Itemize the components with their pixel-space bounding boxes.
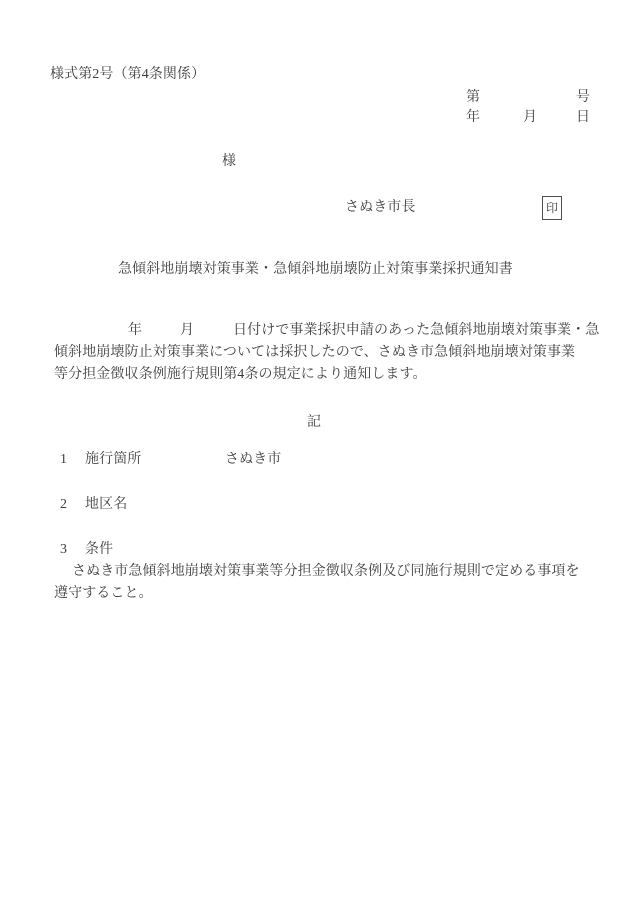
body-month-label: 月 [180,323,195,338]
item-value: さぬき市 [225,452,282,467]
date-day-label: 日 [576,110,591,125]
body-line1: 日付けで事業採択申請のあった急傾斜地崩壊対策事業・急 [233,323,600,338]
doc-number-prefix: 第 [466,90,481,105]
body-line3: 等分担金徴収条例施行規則第4条の規定により通知します。 [54,367,427,382]
condition-note-line2: 遵守すること。 [54,586,153,601]
seal-label: 印 [545,201,558,215]
item-number: 3 [60,542,68,557]
body-line2: 傾斜地崩壊防止対策事業については採択したので、さぬき市急傾斜地崩壊対策事業 [54,345,576,360]
date-month-label: 月 [523,110,538,125]
addressee-honorific: 様 [222,154,237,169]
item-number: 2 [60,497,68,512]
item-label: 施行箇所 [85,452,142,467]
item-label: 条件 [85,542,114,557]
item-label: 地区名 [85,497,128,512]
form-number: 様式第2号（第4条関係） [50,67,206,82]
list-marker: 記 [307,415,322,430]
document-title: 急傾斜地崩壊対策事業・急傾斜地崩壊防止対策事業採択通知書 [118,262,513,277]
doc-number-unit: 号 [576,90,591,105]
item-number: 1 [60,452,68,467]
date-year-label: 年 [466,110,481,125]
body-year-label: 年 [128,323,143,338]
condition-note-line1: さぬき市急傾斜地崩壊対策事業等分担金徴収条例及び同施行規則で定める事項を [72,564,580,579]
seal-box [542,196,562,220]
sender-title: さぬき市長 [345,200,416,215]
